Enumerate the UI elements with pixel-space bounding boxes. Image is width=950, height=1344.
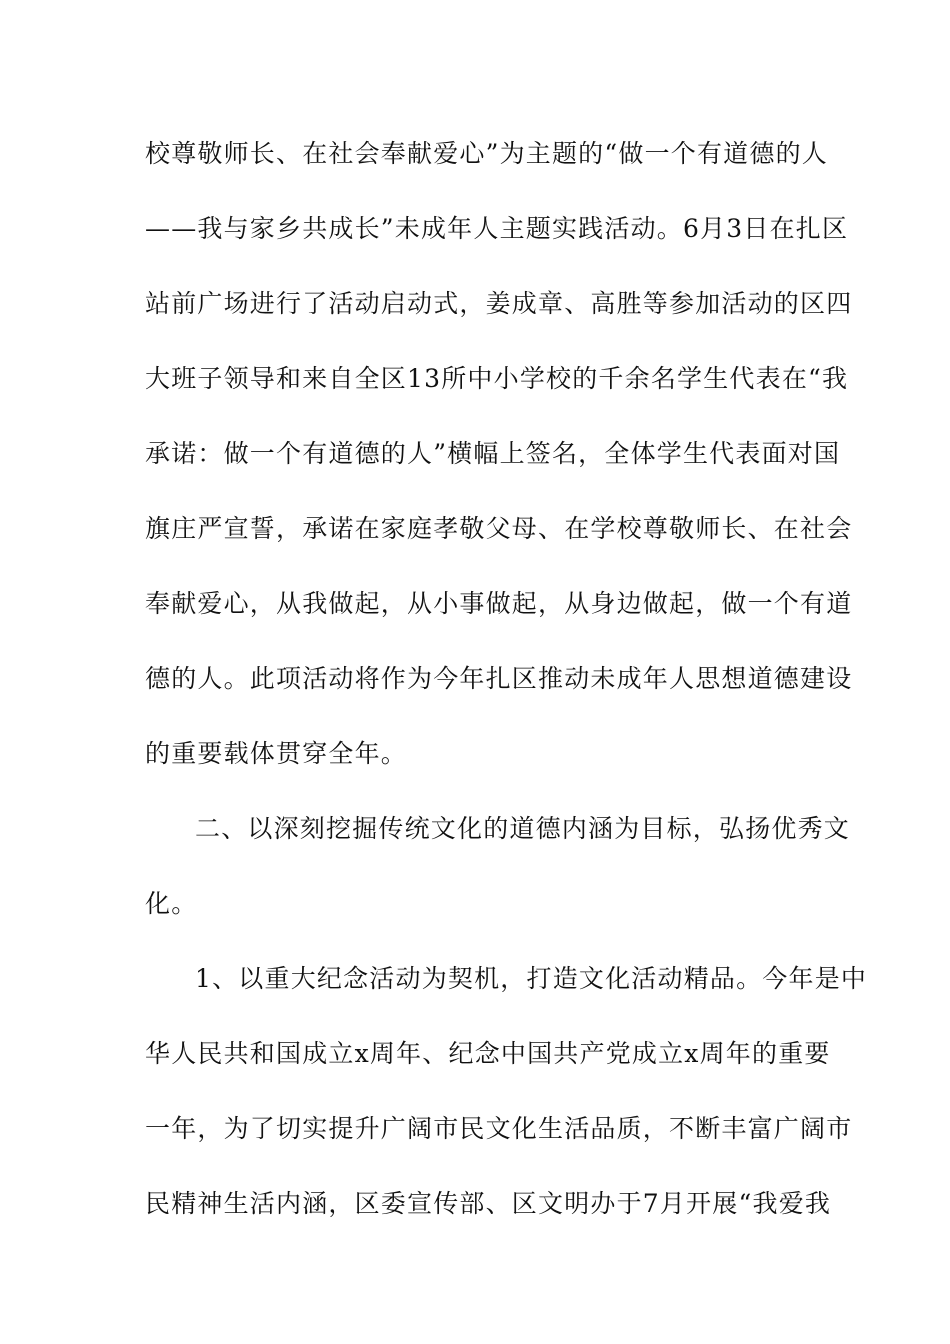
text-line-15: 民精神生活内涵，区委宣传部、区文明办于7月开展“我爱我 [145, 1189, 832, 1218]
text-line-8: 德的人。此项活动将作为今年扎区推动未成年人思想道德建设 [145, 664, 853, 693]
text-line-3: 站前广场进行了活动启动式，姜成章、高胜等参加活动的区四 [145, 289, 853, 318]
text-line-12: 1、以重大纪念活动为契机，打造文化活动精品。今年是中 [195, 964, 868, 993]
text-line-14: 一年，为了切实提升广阔市民文化生活品质，不断丰富广阔市 [145, 1114, 853, 1143]
text-line-13: 华人民共和国成立x周年、纪念中国共产党成立x周年的重要 [145, 1039, 831, 1068]
text-line-2: ——我与家乡共成长”未成年人主题实践活动。6月3日在扎区 [145, 214, 849, 243]
section-heading-line-1: 二、以深刻挖掘传统文化的道德内涵为目标，弘扬优秀文 [195, 814, 851, 843]
text-line-5: 承诺：做一个有道德的人”横幅上签名，全体学生代表面对国 [145, 439, 841, 468]
text-line-9: 的重要载体贯穿全年。 [145, 739, 408, 768]
text-line-6: 旗庄严宣誓，承诺在家庭孝敬父母、在学校尊敬师长、在社会 [145, 514, 853, 543]
section-heading-line-2: 化。 [145, 889, 198, 918]
text-line-7: 奉献爱心，从我做起，从小事做起，从身边做起，做一个有道 [145, 589, 853, 618]
text-line-4: 大班子领导和来自全区13所中小学校的千余名学生代表在“我 [145, 364, 849, 393]
text-line-1: 校尊敬师长、在社会奉献爱心”为主题的“做一个有道德的人 [145, 139, 828, 168]
